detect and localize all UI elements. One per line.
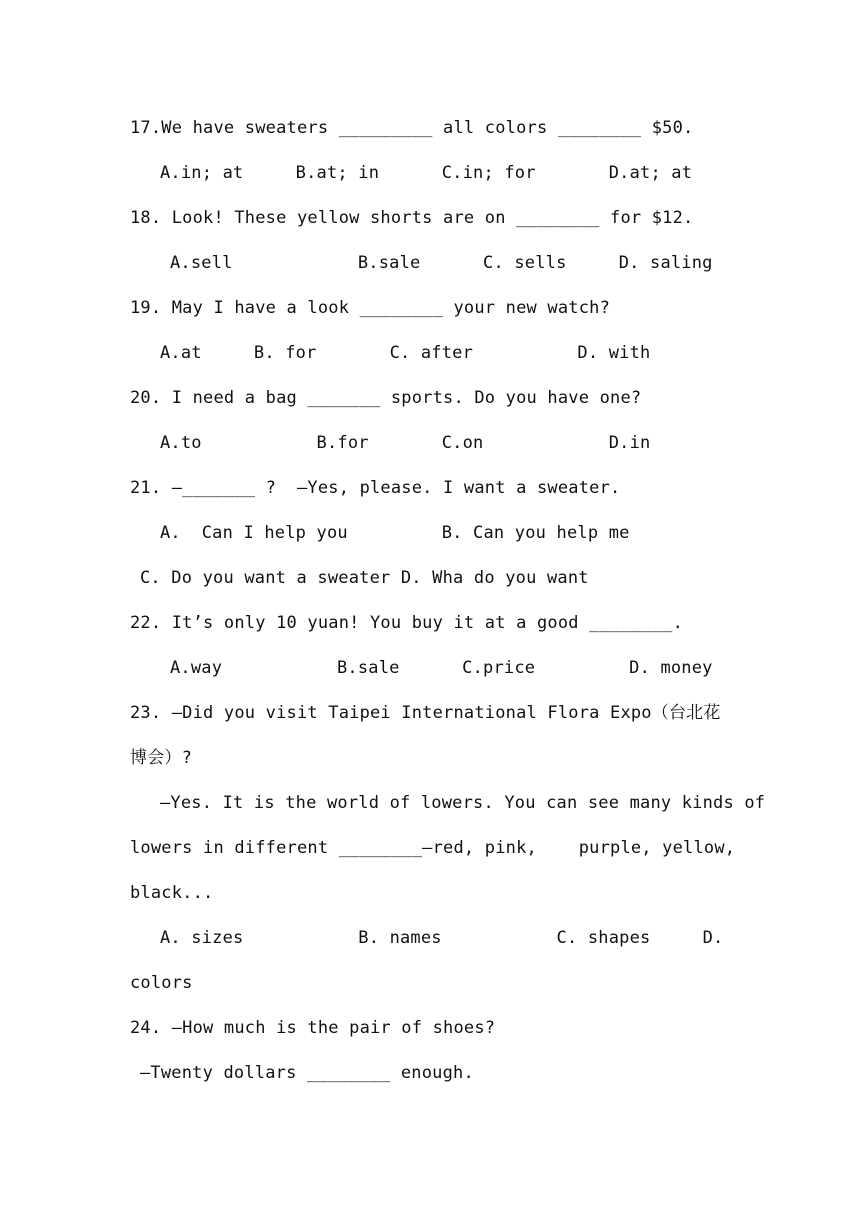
question-17-stem: 17.We have sweaters _________ all colors ________ $50. bbox=[130, 118, 694, 138]
question-24-stem: 24. —How much is the pair of shoes? bbox=[130, 1018, 496, 1038]
question-21-stem: 21. —_______ ? —Yes, please. I want a sweater. bbox=[130, 478, 621, 498]
question-21-options-line2: C. Do you want a sweater D. Wha do you want bbox=[140, 568, 589, 588]
question-20-stem: 20. I need a bag _______ sports. Do you have one? bbox=[130, 388, 642, 408]
question-24-reply: —Twenty dollars ________ enough. bbox=[140, 1063, 474, 1083]
question-23-stem-line2: 博会）? bbox=[130, 748, 193, 768]
question-23-reply-line1: —Yes. It is the world of lowers. You can see many kinds of bbox=[160, 793, 766, 813]
question-21-options-line1: A. Can I help you B. Can you help me bbox=[160, 523, 630, 543]
question-23-options-line1: A. sizes B. names C. shapes D. bbox=[160, 928, 724, 948]
question-22-options: A.way B.sale C.price D. money bbox=[170, 658, 713, 678]
question-19-options: A.at B. for C. after D. with bbox=[160, 343, 651, 363]
question-19-stem: 19. May I have a look ________ your new watch? bbox=[130, 298, 611, 318]
question-23-options-line2: colors bbox=[130, 973, 193, 993]
question-17-options: A.in; at B.at; in C.in; for D.at; at bbox=[160, 163, 693, 183]
question-20-options: A.to B.for C.on D.in bbox=[160, 433, 651, 453]
question-23-reply-line2: lowers in different ________—red, pink, purple, yellow, bbox=[130, 838, 736, 858]
question-23-reply-line3: black... bbox=[130, 883, 214, 903]
question-18-options: A.sell B.sale C. sells D. saling bbox=[170, 253, 713, 273]
question-18-stem: 18. Look! These yellow shorts are on ________ for $12. bbox=[130, 208, 694, 228]
question-22-stem: 22. It’s only 10 yuan! You buy it at a good ________. bbox=[130, 613, 684, 633]
question-23-stem-line1: 23. —Did you visit Taipei International Flora Expo（台北花 bbox=[130, 703, 721, 723]
